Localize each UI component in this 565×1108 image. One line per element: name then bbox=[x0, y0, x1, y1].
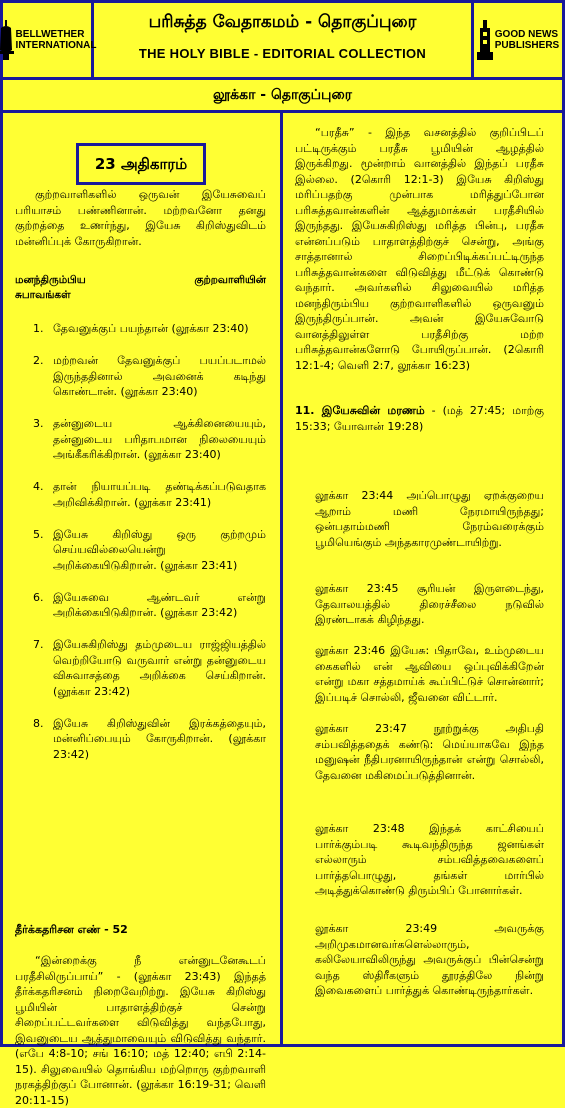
chapter-intro: குற்றவாளிகளில் ஒருவன் இயேசுவைப் பரியாசம் பண்ணினான். மற்றவனோ தனது குற்றத்தை உணர்ந்து, இயேசு கிறிஸ்துவிடம் மன்னிப்புக் கோருகிறான். bbox=[15, 188, 266, 248]
right-column bbox=[283, 113, 562, 1044]
prophecy-text: “இன்றைக்கு நீ என்னுடனேகூடப் பரதீசிலிருப்பாய்” - (லூக்கா 23:43) இந்தத் தீர்க்கதரிசனம் நிறைவேறிற்று. இயேசு கிறிஸ்து பூமியின் பாதாளத்திற்குச் சென்று சிறைப்பட்டவர்களை விடுவித்து வந்தபோது, இவனுடைய ஆத்துமாவையும் விடுவித்து வந்தார். (எபே 4:8-10; சங் 16:10; மத் 12:40; எபி 2:14-15). சிலுவையில் தொங்கிய மற்றொரு குற்றவாளி நரகத்திற்குப் போனான். (லூக்கா 16:19-31; வெளி 20:11-15) bbox=[15, 954, 266, 1107]
list-item: 6. இயேசுவை ஆண்டவர் என்று அறிக்கையிடுகிறான். (லூக்கா 23:42) bbox=[33, 590, 266, 619]
death-of-jesus-heading bbox=[295, 403, 544, 434]
section-heading-a: மனந்திரும்பிய bbox=[15, 274, 86, 286]
list-item: 7. இயேசுகிறிஸ்து தம்முடைய ராஜ்ஜியத்தில் வெற்றியோடு வருவார் என்று தன்னுடைய விசுவாசத்தை அறிக்கை செய்கிறான். (லூக்கா 23:42) bbox=[33, 638, 266, 698]
trait-list bbox=[25, 321, 266, 779]
list-item: 3. தன்னுடைய ஆக்கினையையும், தன்னுடைய பரிதாபமான நிலையையும் அங்கீகரிக்கிறான். (லூக்கா 23:40) bbox=[33, 417, 266, 461]
heading-title: 11. இயேசுவின் மரணம் bbox=[295, 404, 425, 417]
logo-left-line1: BELLWETHER bbox=[15, 29, 85, 40]
verse-paragraph: லூக்கா 23:44 அப்பொழுது ஏறக்குறைய ஆறாம் மணி நேரமாயிருந்தது; ஒன்பதாம்மணி நேரம்வரைக்கும் பூமியெங்கும் அந்தகாரமுண்டாயிற்று. bbox=[315, 489, 544, 549]
left-column bbox=[3, 113, 283, 1107]
good-news-logo bbox=[471, 3, 562, 77]
verse-paragraph: லூக்கா 23:49 அவருக்கு அறிமுகமானவர்களெல்லாரும், கலிலேயாவிலிருந்து அவருக்குப் பின்சென்று வந்த ஸ்திரீகளும் தூரத்திலே நின்று இவைகளைப் பார்த்துக் கொண்டிருந்தார்கள். bbox=[315, 922, 544, 997]
section-heading bbox=[15, 273, 266, 303]
chapter-box: 23 அதிகாரம் bbox=[76, 143, 206, 185]
verse-paragraph: லூக்கா 23:45 சூரியன் இருளடைந்து, தேவாலயத்தில் திரைச்சீலை நடுவில் இரண்டாகக் கிழிந்தது. bbox=[315, 582, 544, 626]
list-item: 5. இயேசு கிறிஸ்து ஒரு குற்றமும் செய்யவில்லையென்று அறிக்கையிடுகிறான். (லூக்கா 23:41) bbox=[33, 527, 266, 572]
title-english: THE HOLY BIBLE - EDITORIAL COLLECTION bbox=[138, 46, 427, 61]
list-item: 2. மற்றவன் தேவனுக்குப் பயப்படாமல் இருந்ததினால் அவனைக் கடிந்து கொண்டான். (லூக்கா 23:40) bbox=[33, 354, 266, 398]
heading-refs: - (மத் 27:45; மாற்கு 15:33; யோவான் 19:28) bbox=[295, 404, 545, 433]
verse-paragraph: லூக்கா 23:48 இந்தக் காட்சியைப் பார்க்கும்படி கூடிவந்திருந்த ஜனங்கள் எல்லாரும் சம்பவித்தவைகளைப் பார்த்தபொழுது, தங்கள் மார்பில் அடித்துக்கொண்டு திரும்பிப் போனார்கள். bbox=[315, 822, 544, 897]
bellwether-logo bbox=[3, 3, 97, 77]
title-tamil: பரிசுத்த வேதாகமம் - தொகுப்புரை bbox=[148, 12, 417, 32]
verse-paragraph: லூக்கா 23:46 இயேசு: பிதாவே, உம்முடைய கைகளில் என் ஆவியை ஒப்புவிக்கிறேன் என்று மகா சத்தமாய்க் கூப்பிட்டுச் சொன்னார்; இப்படிச் சொல்லி, ஜீவனை விட்டார். bbox=[315, 644, 544, 704]
logo-right-line1: GOOD NEWS bbox=[494, 29, 559, 40]
prophecy-heading: தீர்க்கதரிசன எண் - 52 bbox=[15, 923, 128, 936]
paradise-paragraph: “பரதீசு” - இந்த வசனத்தில் குறிப்பிடப் பட்டிருக்கும் பரதீசு பூமியின் ஆழத்தில் இருக்கிறது. மூன்றாம் வானத்தில் இந்தப் பரதீசு இல்லை. (2கொரி 12:1-3) இயேசு கிறிஸ்து மரிப்பதற்கு முன்பாக மரித்துப்போன பரிசுத்தவான்களின் ஆத்துமாக்கள் பரதீசியில் இருந்தது. இயேசுகிறிஸ்து மரித்த பின்பு, பரதீசு என்னப்படும் பாதாளத்திற்குச் சென்று, அங்கு சாத்தானால் சிறைப்பிடிக்கப்பட்டிருந்த பரிசுத்தவான்களை விடுவித்து மீட்டுக் கொண்டு வந்தார். அவர்களில் சிலுவையில் மரித்த மனந்திரும்பிய குற்றவாளிகளில் ஒருவனும் இருந்திருப்பான். அவன் இயேசுவோடு வானத்திலுள்ள பரதீசிற்கு மற்ற பரிசுத்தவான்களோடு போயிருப்பான். (2கொரி 12:1-4; வெளி 2:7, லூக்கா 16:23) bbox=[295, 126, 544, 372]
logo-right-line2: PUBLISHERS bbox=[494, 40, 560, 51]
header-title bbox=[94, 3, 471, 77]
section-heading-b: குற்றவாளியின் bbox=[194, 274, 266, 286]
book-subheader: லூக்கா - தொகுப்புரை bbox=[3, 80, 562, 113]
page-header bbox=[3, 3, 562, 80]
section-heading-c: சுபாவங்கள் bbox=[15, 289, 71, 301]
list-item: 4. தான் நியாயப்படி தண்டிக்கப்படுவதாக அறிவிக்கிறான். (லூக்கா 23:41) bbox=[33, 480, 266, 509]
list-item: 8. இயேசு கிறிஸ்துவின் இரக்கத்தையும், மன்னிப்பையும் கோருகிறான். (லூக்கா 23:42) bbox=[33, 716, 266, 761]
verse-paragraph: லூக்கா 23:47 நூற்றுக்கு அதிபதி சம்பவித்ததைக் கண்டு: மெய்யாகவே இந்த மனுஷன் நீதிபரனாயிருந்தான் என்று சொல்லி, தேவனை மகிமைப்படுத்தினான். bbox=[315, 722, 544, 782]
building-icon bbox=[477, 20, 493, 60]
logo-left-line2: INTERNATIONAL bbox=[15, 40, 97, 51]
bell-icon bbox=[0, 20, 14, 60]
list-item: 1. தேவனுக்குப் பயந்தான் (லூக்கா 23:40) bbox=[33, 322, 249, 335]
